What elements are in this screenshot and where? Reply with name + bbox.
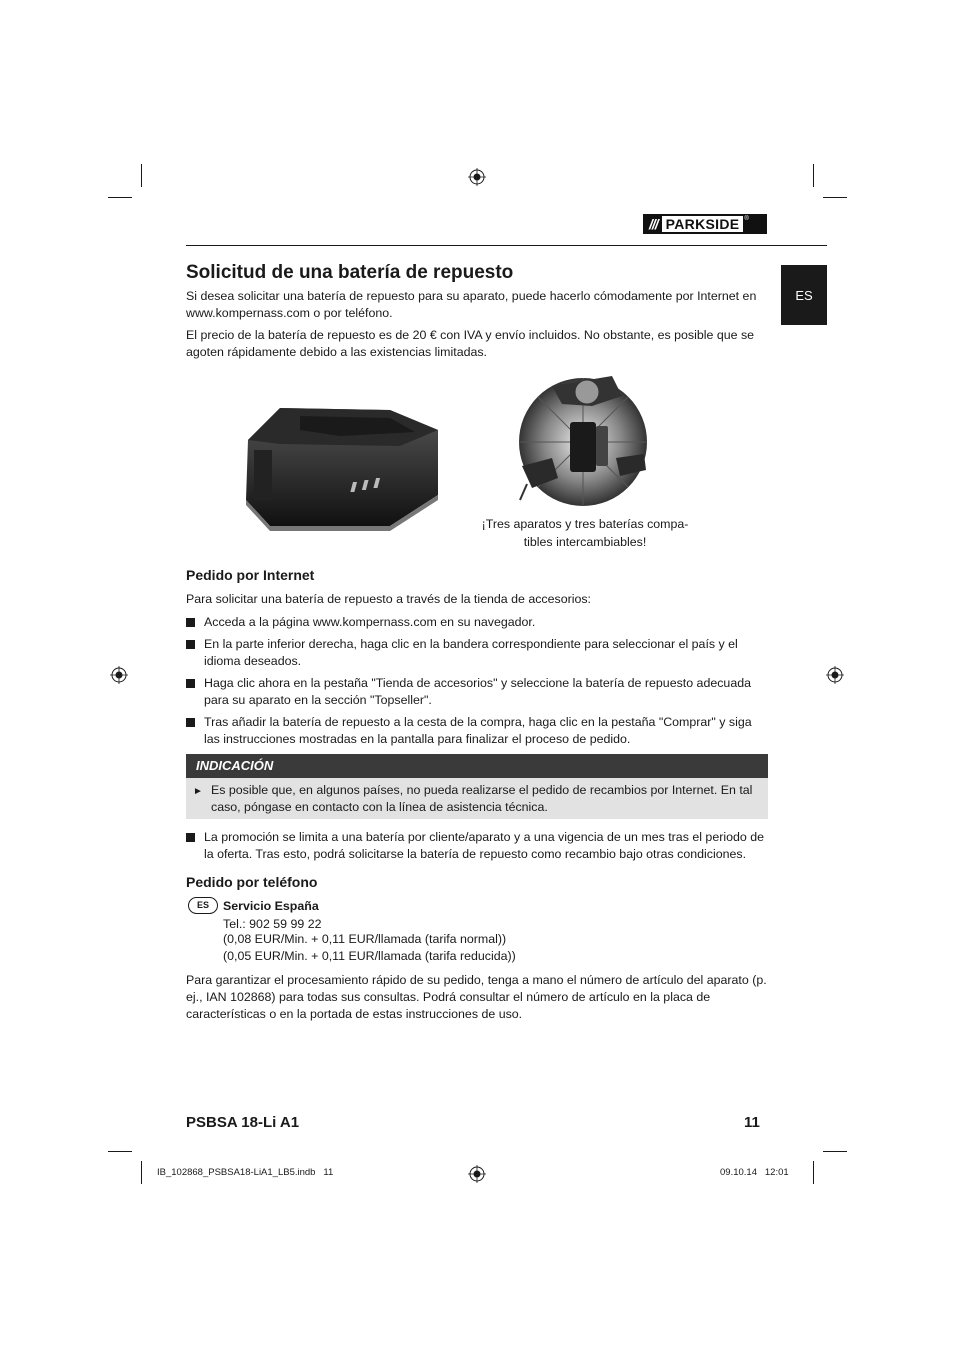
crop-mark [813, 1161, 814, 1184]
brand-registered: ® [744, 216, 749, 222]
footer-model: PSBSA 18-Li A1 [186, 1114, 300, 1131]
list-item: La promoción se limita a una batería por cliente/aparato y a una vigencia de un mes tras el periodo de la oferta. Tras esto, podrá solicitarse la batería de repuesto como recambio bajo otras condiciones. [186, 829, 768, 863]
tools-battery-image [512, 366, 654, 508]
print-file-slug: IB_102868_PSBSA18-LiA1_LB5.indb 11 [157, 1167, 334, 1178]
crop-mark [108, 1151, 132, 1152]
service-name: Servicio España [223, 899, 319, 913]
print-datetime-slug: 09.10.14 12:01 [720, 1167, 789, 1178]
list-item: Tras añadir la batería de repuesto a la cesta de la compra, haga clic en la pestaña "Comprar" y siga las instrucciones mostradas en la pantalla para finalizar el proceso de pedido. [186, 714, 768, 748]
country-badge: ES [188, 897, 218, 914]
service-tel: Tel.: 902 59 99 22 [223, 917, 322, 931]
header-rule [186, 245, 827, 246]
page-title: Solicitud de una batería de repuesto [186, 262, 514, 283]
bullet-square-icon [186, 618, 195, 627]
caption-line: tibles intercambiables! [523, 535, 647, 549]
closing-paragraph: Para garantizar el procesamiento rápido de su pedido, tenga a mano el número de artículo del aparato (p. ej., IAN 102868) para todas sus consultas. Podrá consultar el número de artículo en la placa de características o en la portada de estas instrucciones de uso. [186, 973, 767, 1021]
note-body [186, 778, 768, 819]
crop-mark [141, 164, 142, 187]
intro-paragraph: El precio de la batería de repuesto es de 20 € con IVA y envío incluidos. No obstante, es posible que se agoten rápidamente debido a las existencias limitadas. [186, 328, 755, 359]
image-caption [476, 515, 694, 551]
crop-mark [141, 1161, 142, 1184]
page-number: 11 [744, 1114, 760, 1131]
battery-image [240, 400, 442, 532]
registration-mark-icon [826, 666, 844, 684]
crop-mark [813, 164, 814, 187]
crop-mark [823, 1151, 847, 1152]
crop-mark [823, 197, 847, 198]
brand-logo [643, 214, 767, 234]
registration-mark-icon [468, 1165, 486, 1183]
brand-slashes: /// [649, 216, 658, 232]
note-text: Es posible que, en algunos países, no pueda realizarse el pedido de recambios por Internet. En tal caso, póngase en contacto con la línea de asistencia técnica. [211, 783, 753, 814]
list-item: En la parte inferior derecha, haga clic en la bandera correspondiente para seleccionar el país y el idioma deseados. [186, 636, 768, 670]
service-rate-reduced: (0,05 EUR/Min. + 0,11 EUR/llamada (tarifa reducida)) [223, 949, 516, 963]
bullet-square-icon [186, 640, 195, 649]
note-title: INDICACIÓN [196, 758, 274, 773]
bullet-square-icon [186, 679, 195, 688]
registration-mark-icon [110, 666, 128, 684]
list-item: Acceda a la página www.kompernass.com en su navegador. [186, 614, 768, 631]
brand-name: PARKSIDE [662, 216, 744, 232]
arrow-right-icon: ► [193, 786, 203, 797]
phone-heading: Pedido por teléfono [186, 874, 318, 890]
crop-mark [108, 197, 132, 198]
caption-line: ¡Tres aparatos y tres baterías compa- [481, 517, 689, 531]
intro-paragraph: Si desea solicitar una batería de repuesto para su aparato, puede hacerlo cómodamente por Internet en www.kompernass.com o por teléfono. [186, 289, 757, 320]
internet-heading: Pedido por Internet [186, 567, 315, 583]
internet-lead: Para solicitar una batería de repuesto a través de la tienda de accesorios: [186, 592, 592, 606]
list-item: Haga clic ahora en la pestaña "Tienda de accesorios" y seleccione la batería de repuesto adecuada para su aparato en la sección "Topseller". [186, 675, 768, 709]
language-tab: ES [781, 265, 827, 325]
service-rate-normal: (0,08 EUR/Min. + 0,11 EUR/llamada (tarifa normal)) [223, 932, 507, 946]
bullet-square-icon [186, 718, 195, 727]
registration-mark-icon [468, 168, 486, 186]
bullet-square-icon [186, 833, 195, 842]
note-header [186, 754, 768, 778]
